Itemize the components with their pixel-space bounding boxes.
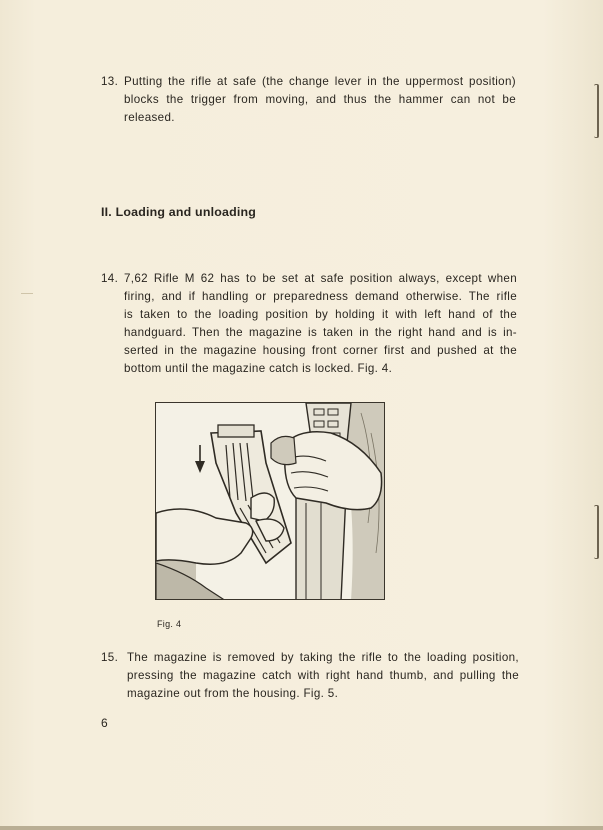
item-14-line: 7,62 Rifle M 62 has to be set at safe position always, except when [124, 272, 517, 285]
section-heading: II. Loading and unloading [101, 205, 257, 219]
item-13-line: released. [124, 111, 175, 124]
item-14-line: handguard. Then the magazine is taken in the right hand and is in- [124, 326, 517, 339]
item-14-line: is taken to the loading position by holding it with left hand of the [124, 308, 517, 321]
item-13-number: 13. [101, 75, 119, 88]
staple-mark [594, 84, 599, 138]
item-15-line: pressing the magazine catch with right hand thumb, and pulling the [127, 669, 519, 682]
item-15-number: 15. [101, 651, 119, 664]
item-15-line: magazine out from the housing. Fig. 5. [127, 687, 339, 700]
item-14-line: serted in the magazine housing front corner first and pushed at the [124, 344, 517, 357]
item-13-text [124, 73, 516, 127]
page-number: 6 [101, 716, 108, 730]
item-14-line: firing, and if handling or preparedness demand otherwise. The rifle [124, 290, 517, 303]
staple-mark [594, 505, 599, 559]
rifle-loading-drawing [156, 403, 385, 600]
item-14-text [124, 270, 517, 378]
figure-4-illustration [155, 402, 385, 600]
item-13-line: blocks the trigger from moving, and thus the hammer can not be [124, 93, 516, 106]
figure-caption: Fig. 4 [157, 619, 182, 629]
item-15-line: The magazine is removed by taking the rifle to the loading position, [127, 651, 519, 664]
item-14-number: 14. [101, 272, 119, 285]
item-14-line: bottom until the magazine catch is locked. Fig. 4. [124, 362, 393, 375]
item-13-line: Putting the rifle at safe (the change lever in the uppermost position) [124, 75, 516, 88]
margin-mark [21, 293, 33, 294]
item-15-text [127, 649, 519, 703]
